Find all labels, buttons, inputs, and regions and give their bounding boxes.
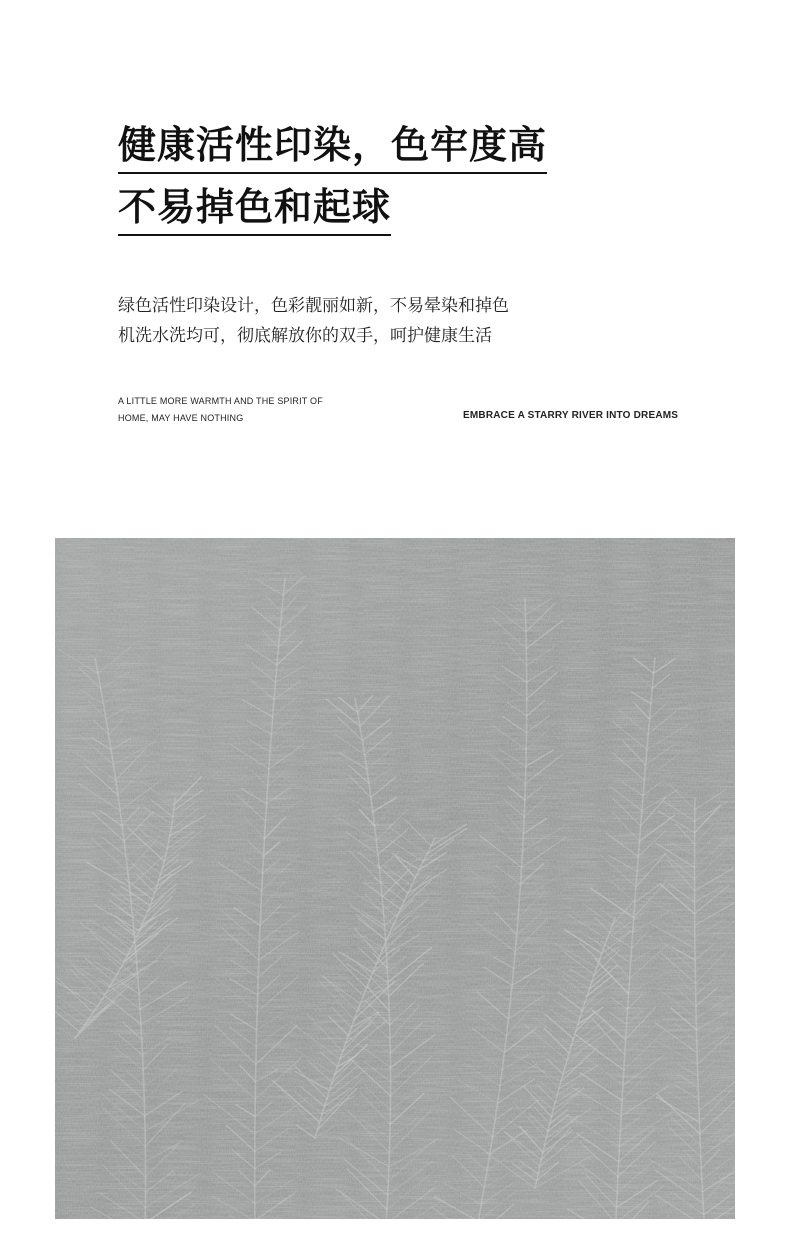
tagline-right: EMBRACE A STARRY RIVER INTO DREAMS xyxy=(463,410,679,421)
headline xyxy=(118,118,718,242)
headline-line-1: 健康活性印染，色牢度高 xyxy=(118,118,547,174)
fabric-pattern xyxy=(55,538,735,1219)
fabric-grain xyxy=(55,538,735,1219)
description xyxy=(118,291,678,351)
tagline-left-line-2: HOME, MAY HAVE NOTHING xyxy=(118,413,244,423)
description-line-1: 绿色活性印染设计，色彩靓丽如新，不易晕染和掉色 xyxy=(118,296,509,316)
description-line-2: 机洗水洗均可，彻底解放你的双手，呵护健康生活 xyxy=(118,326,492,346)
fabric-texture-image xyxy=(55,538,735,1219)
headline-line-2: 不易掉色和起球 xyxy=(118,180,391,236)
tagline-left-line-1: A LITTLE MORE WARMTH AND THE SPIRIT OF xyxy=(118,396,323,406)
tagline-left xyxy=(118,393,323,427)
